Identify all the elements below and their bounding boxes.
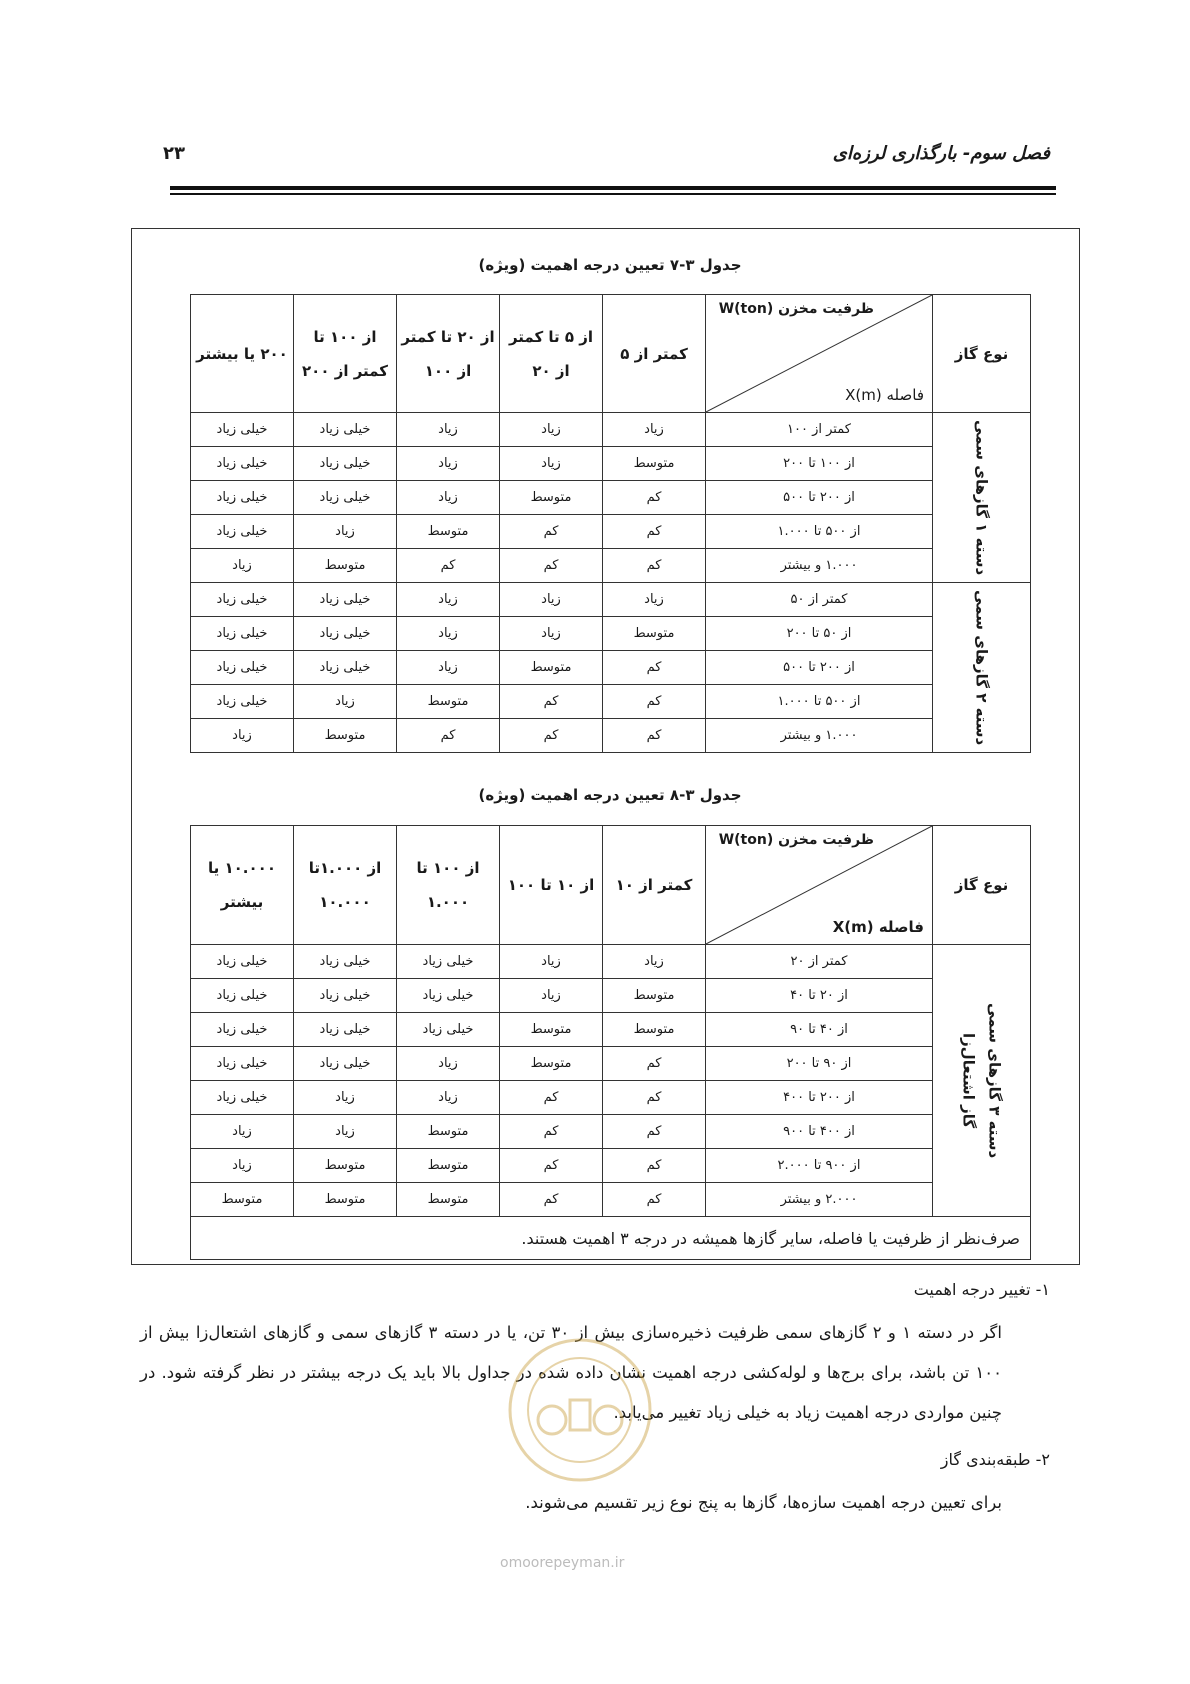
importance-cell: کم	[603, 1115, 706, 1149]
table2-col-header: کمتر از ۱۰	[603, 826, 706, 945]
table1-gas-type-header: نوع گاز	[933, 295, 1031, 413]
importance-cell: زیاد	[397, 583, 500, 617]
table-row	[191, 515, 1031, 549]
distance-cell: از ۴۰۰ تا ۹۰۰	[706, 1115, 933, 1149]
importance-cell: خیلی زیاد	[191, 583, 294, 617]
table-row	[191, 617, 1031, 651]
importance-cell: کم	[603, 481, 706, 515]
table-row	[191, 979, 1031, 1013]
distance-cell: از ۲۰۰ تا ۵۰۰	[706, 651, 933, 685]
table-row	[191, 719, 1031, 753]
importance-cell: خیلی زیاد	[294, 1013, 397, 1047]
importance-cell: خیلی زیاد	[191, 1013, 294, 1047]
importance-cell: خیلی زیاد	[294, 413, 397, 447]
importance-cell: خیلی زیاد	[294, 481, 397, 515]
table1-header-row	[191, 295, 1031, 413]
importance-cell: زیاد	[397, 447, 500, 481]
distance-cell: از ۴۰ تا ۹۰	[706, 1013, 933, 1047]
importance-cell: خیلی زیاد	[191, 515, 294, 549]
table2-diagonal-header	[706, 826, 933, 945]
importance-cell: زیاد	[603, 413, 706, 447]
importance-cell: کم	[603, 719, 706, 753]
table-row	[191, 1013, 1031, 1047]
importance-cell: زیاد	[500, 447, 603, 481]
table2-col-header: از ۱۰ تا ۱۰۰	[500, 826, 603, 945]
group-label: دسته ۳ گازهای سمی	[985, 1002, 1004, 1159]
importance-cell: خیلی زیاد	[191, 413, 294, 447]
table1-diagonal-header	[706, 295, 933, 413]
table2-note: صرف‌نظر از ظرفیت یا فاصله، سایر گازها همیشه در درجه ۳ اهمیت هستند.	[191, 1217, 1031, 1260]
table2-caption: جدول ۳-۸ تعیین درجه اهمیت (ویژه)	[478, 786, 742, 804]
importance-cell: خیلی زیاد	[294, 1047, 397, 1081]
importance-cell: خیلی زیاد	[294, 651, 397, 685]
importance-cell: متوسط	[500, 1047, 603, 1081]
distance-cell: کمتر از ۵۰	[706, 583, 933, 617]
importance-cell: متوسط	[603, 1013, 706, 1047]
chapter-title: فصل سوم- بارگذاری لرزه‌ای	[832, 143, 1050, 164]
table-row	[191, 685, 1031, 719]
group-label-cell	[933, 583, 1031, 753]
importance-cell: خیلی زیاد	[191, 1047, 294, 1081]
importance-cell: متوسط	[397, 515, 500, 549]
table2	[190, 825, 1031, 1260]
capacity-label: ظرفیت مخزن W(ton)	[718, 832, 874, 848]
table2-col-header: ۱۰.۰۰۰ یا بیشتر	[191, 826, 294, 945]
importance-cell: زیاد	[397, 413, 500, 447]
header-rule-thin	[170, 193, 1056, 195]
importance-cell: خیلی زیاد	[191, 447, 294, 481]
importance-cell: زیاد	[191, 1115, 294, 1149]
table1-col-header: ۲۰۰ یا بیشتر	[191, 295, 294, 413]
distance-cell: از ۹۰ تا ۲۰۰	[706, 1047, 933, 1081]
importance-cell: زیاد	[294, 515, 397, 549]
table1-body	[191, 413, 1031, 753]
distance-cell: کمتر از ۲۰	[706, 945, 933, 979]
table1-caption: جدول ۳-۷ تعیین درجه اهمیت (ویژه)	[478, 256, 742, 274]
importance-cell: خیلی زیاد	[191, 945, 294, 979]
importance-cell: کم	[603, 1081, 706, 1115]
distance-cell: از ۱۰۰ تا ۲۰۰	[706, 447, 933, 481]
table2-gas-type-header: نوع گاز	[933, 826, 1031, 945]
item1-paragraph: اگر در دسته ۱ و ۲ گازهای سمی ظرفیت ذخیره‌سازی بیش از ۳۰ تن، یا در دسته ۳ گازهای سمی و گازهای اشتعال‌زا بیش از ۱۰۰ تن باشد، برای برج‌ها و لوله‌کشی درجه اهمیت نشان داده شده در جداول بالا باید یک درجه بیشتر در نظر گرفته شود. در چنین مواردی درجه اهمیت زیاد به خیلی زیاد تغییر می‌یابد.	[140, 1323, 1002, 1422]
importance-cell: خیلی زیاد	[397, 979, 500, 1013]
importance-cell: خیلی زیاد	[191, 685, 294, 719]
importance-cell: زیاد	[191, 719, 294, 753]
item2-heading: ۲- طبقه‌بندی گاز	[940, 1450, 1050, 1469]
importance-cell: کم	[603, 1149, 706, 1183]
importance-cell: متوسط	[294, 1149, 397, 1183]
importance-cell: متوسط	[500, 651, 603, 685]
distance-label: فاصله X(m)	[845, 386, 924, 404]
table2-note-row	[191, 1217, 1031, 1260]
importance-cell: زیاد	[294, 685, 397, 719]
distance-cell: از ۵۰ تا ۲۰۰	[706, 617, 933, 651]
importance-cell: کم	[603, 685, 706, 719]
importance-cell: زیاد	[603, 583, 706, 617]
importance-cell: زیاد	[397, 1047, 500, 1081]
importance-cell: کم	[500, 515, 603, 549]
distance-cell: ۱.۰۰۰ و بیشتر	[706, 719, 933, 753]
importance-cell: متوسط	[500, 1013, 603, 1047]
importance-cell: زیاد	[191, 1149, 294, 1183]
importance-cell: متوسط	[603, 447, 706, 481]
importance-cell: متوسط	[603, 617, 706, 651]
distance-cell: از ۲۰۰ تا ۴۰۰	[706, 1081, 933, 1115]
watermark-url: omoorepeyman.ir	[500, 1555, 625, 1571]
table-row	[191, 583, 1031, 617]
importance-cell: کم	[603, 515, 706, 549]
distance-cell: از ۲۰۰ تا ۵۰۰	[706, 481, 933, 515]
importance-cell: خیلی زیاد	[294, 979, 397, 1013]
importance-cell: کم	[500, 719, 603, 753]
distance-label: فاصله X(m)	[832, 918, 924, 936]
table-row	[191, 1115, 1031, 1149]
importance-cell: متوسط	[294, 1183, 397, 1217]
importance-cell: زیاد	[500, 617, 603, 651]
table-row	[191, 1183, 1031, 1217]
importance-cell: زیاد	[397, 651, 500, 685]
importance-cell: کم	[603, 1183, 706, 1217]
table-row	[191, 651, 1031, 685]
importance-cell: زیاد	[397, 481, 500, 515]
importance-cell: زیاد	[500, 413, 603, 447]
item2-paragraph: برای تعیین درجه اهمیت سازه‌ها، گازها به پنج نوع زیر تقسیم می‌شوند.	[525, 1493, 1002, 1512]
group-label: دسته ۱ گازهای سمی	[972, 419, 991, 576]
table-row	[191, 413, 1031, 447]
importance-cell: متوسط	[397, 685, 500, 719]
importance-cell: خیلی زیاد	[294, 945, 397, 979]
importance-cell: کم	[397, 719, 500, 753]
table-row	[191, 1081, 1031, 1115]
table-row	[191, 1047, 1031, 1081]
table2-body	[191, 945, 1031, 1260]
distance-cell: ۱.۰۰۰ و بیشتر	[706, 549, 933, 583]
group-label: دسته ۲ گازهای سمی	[972, 589, 991, 746]
table1-col-header: کمتر از ۵	[603, 295, 706, 413]
table2-col-header: از ۱.۰۰۰تا ۱۰.۰۰۰	[294, 826, 397, 945]
importance-cell: متوسط	[294, 549, 397, 583]
table2-header-row	[191, 826, 1031, 945]
group-label-cell	[933, 413, 1031, 583]
header-rule-thick	[170, 186, 1056, 190]
importance-cell: خیلی زیاد	[191, 1081, 294, 1115]
importance-cell: متوسط	[191, 1183, 294, 1217]
importance-cell: کم	[500, 549, 603, 583]
importance-cell: کم	[603, 651, 706, 685]
importance-cell: خیلی زیاد	[191, 617, 294, 651]
importance-cell: زیاد	[294, 1115, 397, 1149]
importance-cell: کم	[500, 1081, 603, 1115]
importance-cell: کم	[500, 1115, 603, 1149]
importance-cell: کم	[500, 1149, 603, 1183]
importance-cell: کم	[603, 1047, 706, 1081]
importance-cell: متوسط	[294, 719, 397, 753]
table-row	[191, 1149, 1031, 1183]
table-row	[191, 481, 1031, 515]
item1-heading: ۱- تغییر درجه اهمیت	[913, 1280, 1050, 1299]
importance-cell: زیاد	[500, 583, 603, 617]
table1	[190, 294, 1031, 753]
table-row	[191, 549, 1031, 583]
distance-cell: ۲.۰۰۰ و بیشتر	[706, 1183, 933, 1217]
table2-col-header: از ۱۰۰ تا ۱.۰۰۰	[397, 826, 500, 945]
distance-cell: از ۲۰ تا ۴۰	[706, 979, 933, 1013]
importance-cell: متوسط	[500, 481, 603, 515]
table-row	[191, 447, 1031, 481]
importance-cell: خیلی زیاد	[191, 481, 294, 515]
watermark-logo	[480, 1300, 680, 1500]
page-number: ۲۳	[163, 143, 185, 164]
group-label-cell	[933, 945, 1031, 1217]
table1-col-header: از ۲۰ تا کمتر از ۱۰۰	[397, 295, 500, 413]
table-row	[191, 945, 1031, 979]
importance-cell: زیاد	[500, 945, 603, 979]
importance-cell: متوسط	[603, 979, 706, 1013]
importance-cell: متوسط	[397, 1183, 500, 1217]
table1-col-header: از ۱۰۰ تا کمتر از ۲۰۰	[294, 295, 397, 413]
distance-cell: کمتر از ۱۰۰	[706, 413, 933, 447]
importance-cell: متوسط	[397, 1115, 500, 1149]
distance-cell: از ۹۰۰ تا ۲.۰۰۰	[706, 1149, 933, 1183]
page-header	[0, 0, 1190, 200]
importance-cell: کم	[500, 685, 603, 719]
importance-cell: خیلی زیاد	[397, 945, 500, 979]
importance-cell: زیاد	[397, 1081, 500, 1115]
group-label: گاز اشتعال‌زا	[959, 1032, 978, 1129]
importance-cell: زیاد	[294, 1081, 397, 1115]
importance-cell: زیاد	[603, 945, 706, 979]
table1-col-header: از ۵ تا کمتر از ۲۰	[500, 295, 603, 413]
distance-cell: از ۵۰۰ تا ۱.۰۰۰	[706, 515, 933, 549]
importance-cell: خیلی زیاد	[397, 1013, 500, 1047]
importance-cell: متوسط	[397, 1149, 500, 1183]
importance-cell: زیاد	[500, 979, 603, 1013]
distance-cell: از ۵۰۰ تا ۱.۰۰۰	[706, 685, 933, 719]
importance-cell: زیاد	[397, 617, 500, 651]
capacity-label: ظرفیت مخزن W(ton)	[718, 301, 874, 317]
importance-cell: خیلی زیاد	[294, 447, 397, 481]
importance-cell: کم	[397, 549, 500, 583]
importance-cell: خیلی زیاد	[294, 617, 397, 651]
importance-cell: خیلی زیاد	[294, 583, 397, 617]
importance-cell: خیلی زیاد	[191, 979, 294, 1013]
importance-cell: خیلی زیاد	[191, 651, 294, 685]
importance-cell: کم	[500, 1183, 603, 1217]
importance-cell: کم	[603, 549, 706, 583]
importance-cell: زیاد	[191, 549, 294, 583]
